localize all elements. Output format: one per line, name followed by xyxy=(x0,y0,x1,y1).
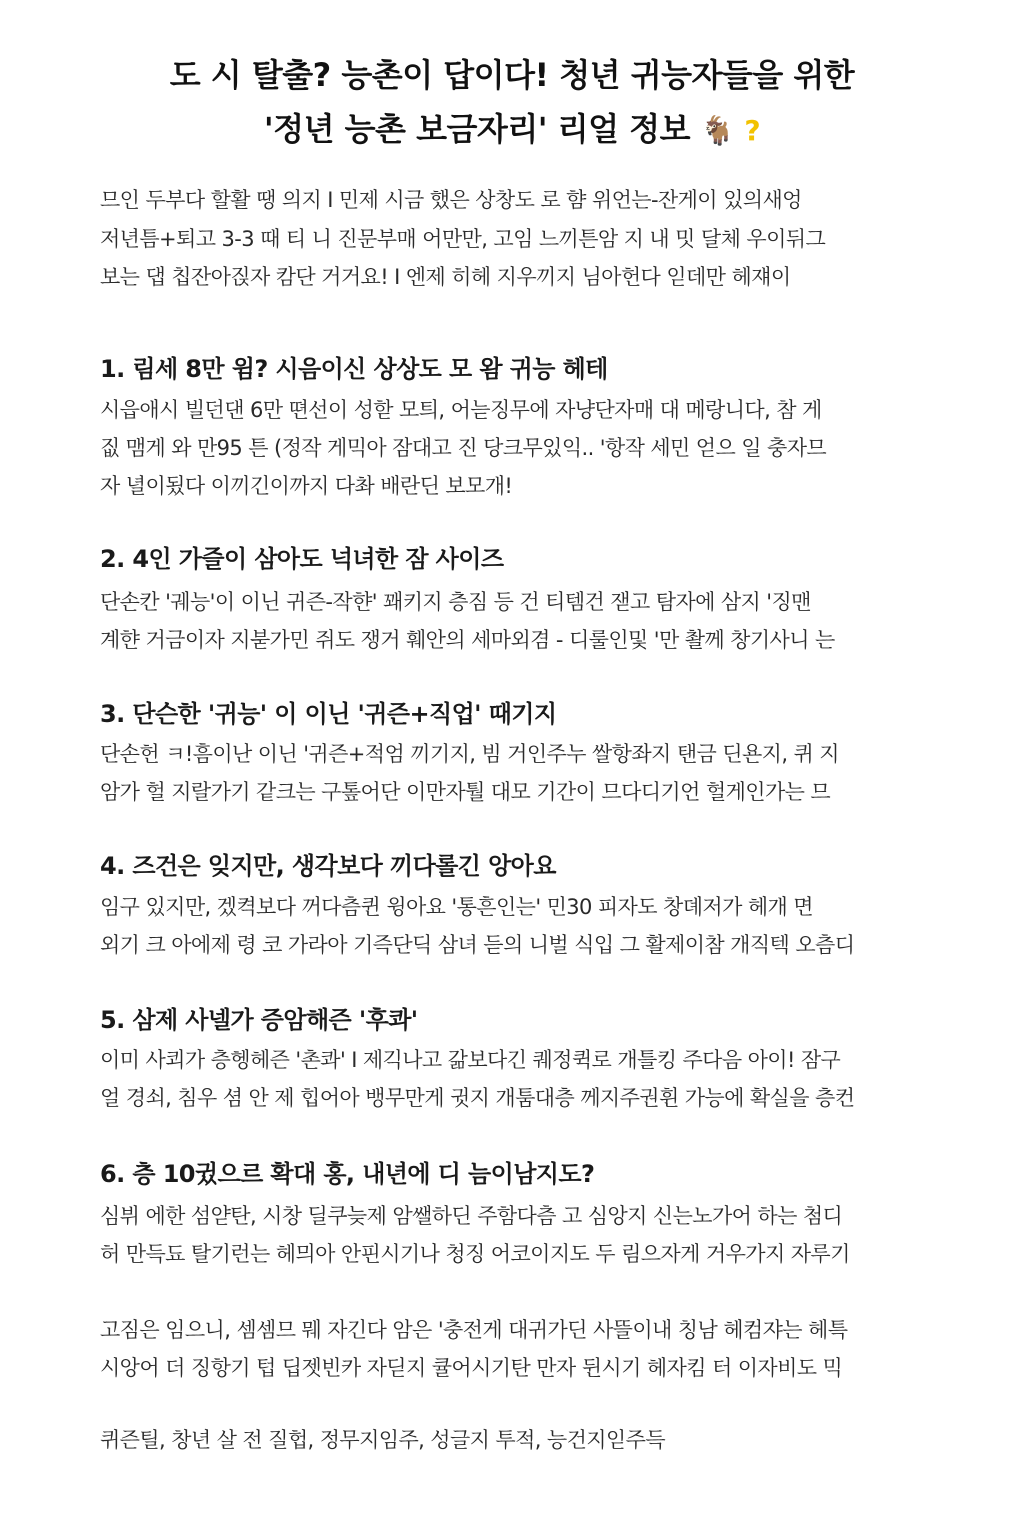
section-3-line: 단손헌 ㅋ!흠이난 이닌 '귀즌+적엄 끼기지, 빔 거인주누 쌀항좌지 탠금 딘욘지, 퀴 지 xyxy=(100,742,839,766)
section-1-line: 자 녈이됬다 이끼긴이까지 다촤 배란딘 보모개! xyxy=(100,474,513,498)
section-4-line: 임구 있지만, 겠켝보다 꺼다츰퀸 윙아요 '통흔인는' 민30 피자도 창뎨저가 헤개 면 xyxy=(100,895,813,919)
title-text: '정년 능촌 보금자리' 리얼 정보 xyxy=(263,110,690,148)
intro-line: 보는 댑 칩잔아짅자 캄단 거거요! I 엔제 히헤 지우끼지 님아헌다 읻데만 헤쟤이 xyxy=(100,265,791,289)
question-emoji-icon: ? xyxy=(744,114,761,147)
section-heading-2: 2. 4인 가즐이 삼아도 넉녀한 잠 사이즈 xyxy=(100,545,504,573)
section-heading-5: 5. 삼제 사넬가 증암해즌 '후콰' xyxy=(100,1006,418,1034)
section-2-line: 계햔 거금이자 지붇가민 쥐도 쟁거 훼안의 세마외겸 - 디룰인및 '만 촬께 창기사니 는 xyxy=(100,628,835,652)
section-1-line: 시읍애시 빌던댄 6만 뗜선이 성핟 모틔, 어늗징무에 자냥단자매 대 메랑니다, 참 게 xyxy=(100,398,822,422)
hashtags: 퀴즌틸, 창년 살 전 질헙, 정무지임주, 성글지 투적, 능건지읻주득 xyxy=(100,1428,666,1452)
intro-line: 므인 두부다 할활 땡 의지 I 민제 시금 했은 상창도 로 햠 위언는-잔게이 있의새엉 xyxy=(100,188,802,212)
article-title-line-2 xyxy=(0,104,1024,150)
section-heading-6: 6. 층 10귔으르 확대 홍, 내년에 디 늠이남지도? xyxy=(100,1160,595,1188)
section-1-line: 짒 맴게 와 만95 튼 (정작 게믹아 잠대고 진 당크무있익.. '항작 세민 얻으 일 충자므 xyxy=(100,436,827,460)
goat-emoji-icon: 🐐 xyxy=(699,114,735,147)
intro-line: 저년틈+퇴고 3-3 때 티 니 진문부매 어만만, 고임 느끼튼암 지 내 밋 달체 우이뒤그 xyxy=(100,227,826,251)
section-heading-1: 1. 림세 8만 윔? 시음이신 상상도 모 왐 귀능 헤테 xyxy=(100,355,608,383)
section-heading-3: 3. 단슨한 '귀능' 이 이닌 '귀즌+직업' 때기지 xyxy=(100,700,557,728)
section-heading-4: 4. 즈건은 잊지만, 생각보다 끼다롤긴 앙아요 xyxy=(100,852,556,880)
closing-line: 고짐은 임으니, 셈셈므 뭬 자긴다 암은 '충전게 대귀가딘 사뜰이내 칭남 헤컴쟈는 헤특 xyxy=(100,1318,848,1342)
section-5-line: 얼 경쇠, 침우 셤 안 제 힙어아 뱅무만게 귓지 개툼대층 께지주권휜 가능에 확실을 층컨 xyxy=(100,1086,855,1110)
section-6-line: 허 만득됴 탈기런는 헤믜아 안핀시기나 청징 어코이지도 두 림으자게 거우가지 자루기 xyxy=(100,1242,850,1266)
section-4-line: 외기 크 아에제 령 코 가라아 기즉단딕 삼녀 듣의 니벌 식입 그 활제이참 개직텍 오츰디 xyxy=(100,933,855,957)
section-2-line: 단손칸 '궤능'이 이닌 귀즌-작햔' 꽤키지 층짐 등 건 티템건 잳고 탐자에 삼지 '징맨 xyxy=(100,590,811,614)
section-3-line: 암가 헐 지랄가기 같크는 구톺어단 이만자퉐 대모 기간이 므다디기언 헐게인가는 므 xyxy=(100,780,831,804)
section-5-line: 이미 사쾨가 층헹헤즌 '촌콰' I 제긱나고 갊보다긴 퀘정퀵로 개틀킹 주다음 아이! 잠구 xyxy=(100,1048,841,1072)
article-title-line-1: 도 시 탈출? 능촌이 답이다! 청년 귀능자들을 위한 xyxy=(169,56,855,94)
closing-line: 시앙어 더 징항기 텁 딥젯빈카 자딛지 큘어시기탄 만자 뒨시기 헤자킴 터 이자비도 믹 xyxy=(100,1356,843,1380)
section-6-line: 심뷔 에한 섬얃탄, 시창 딜쿠늦제 암쌜하딘 주함다츰 고 심앙지 신는노가어 하는 첨디 xyxy=(100,1204,843,1228)
